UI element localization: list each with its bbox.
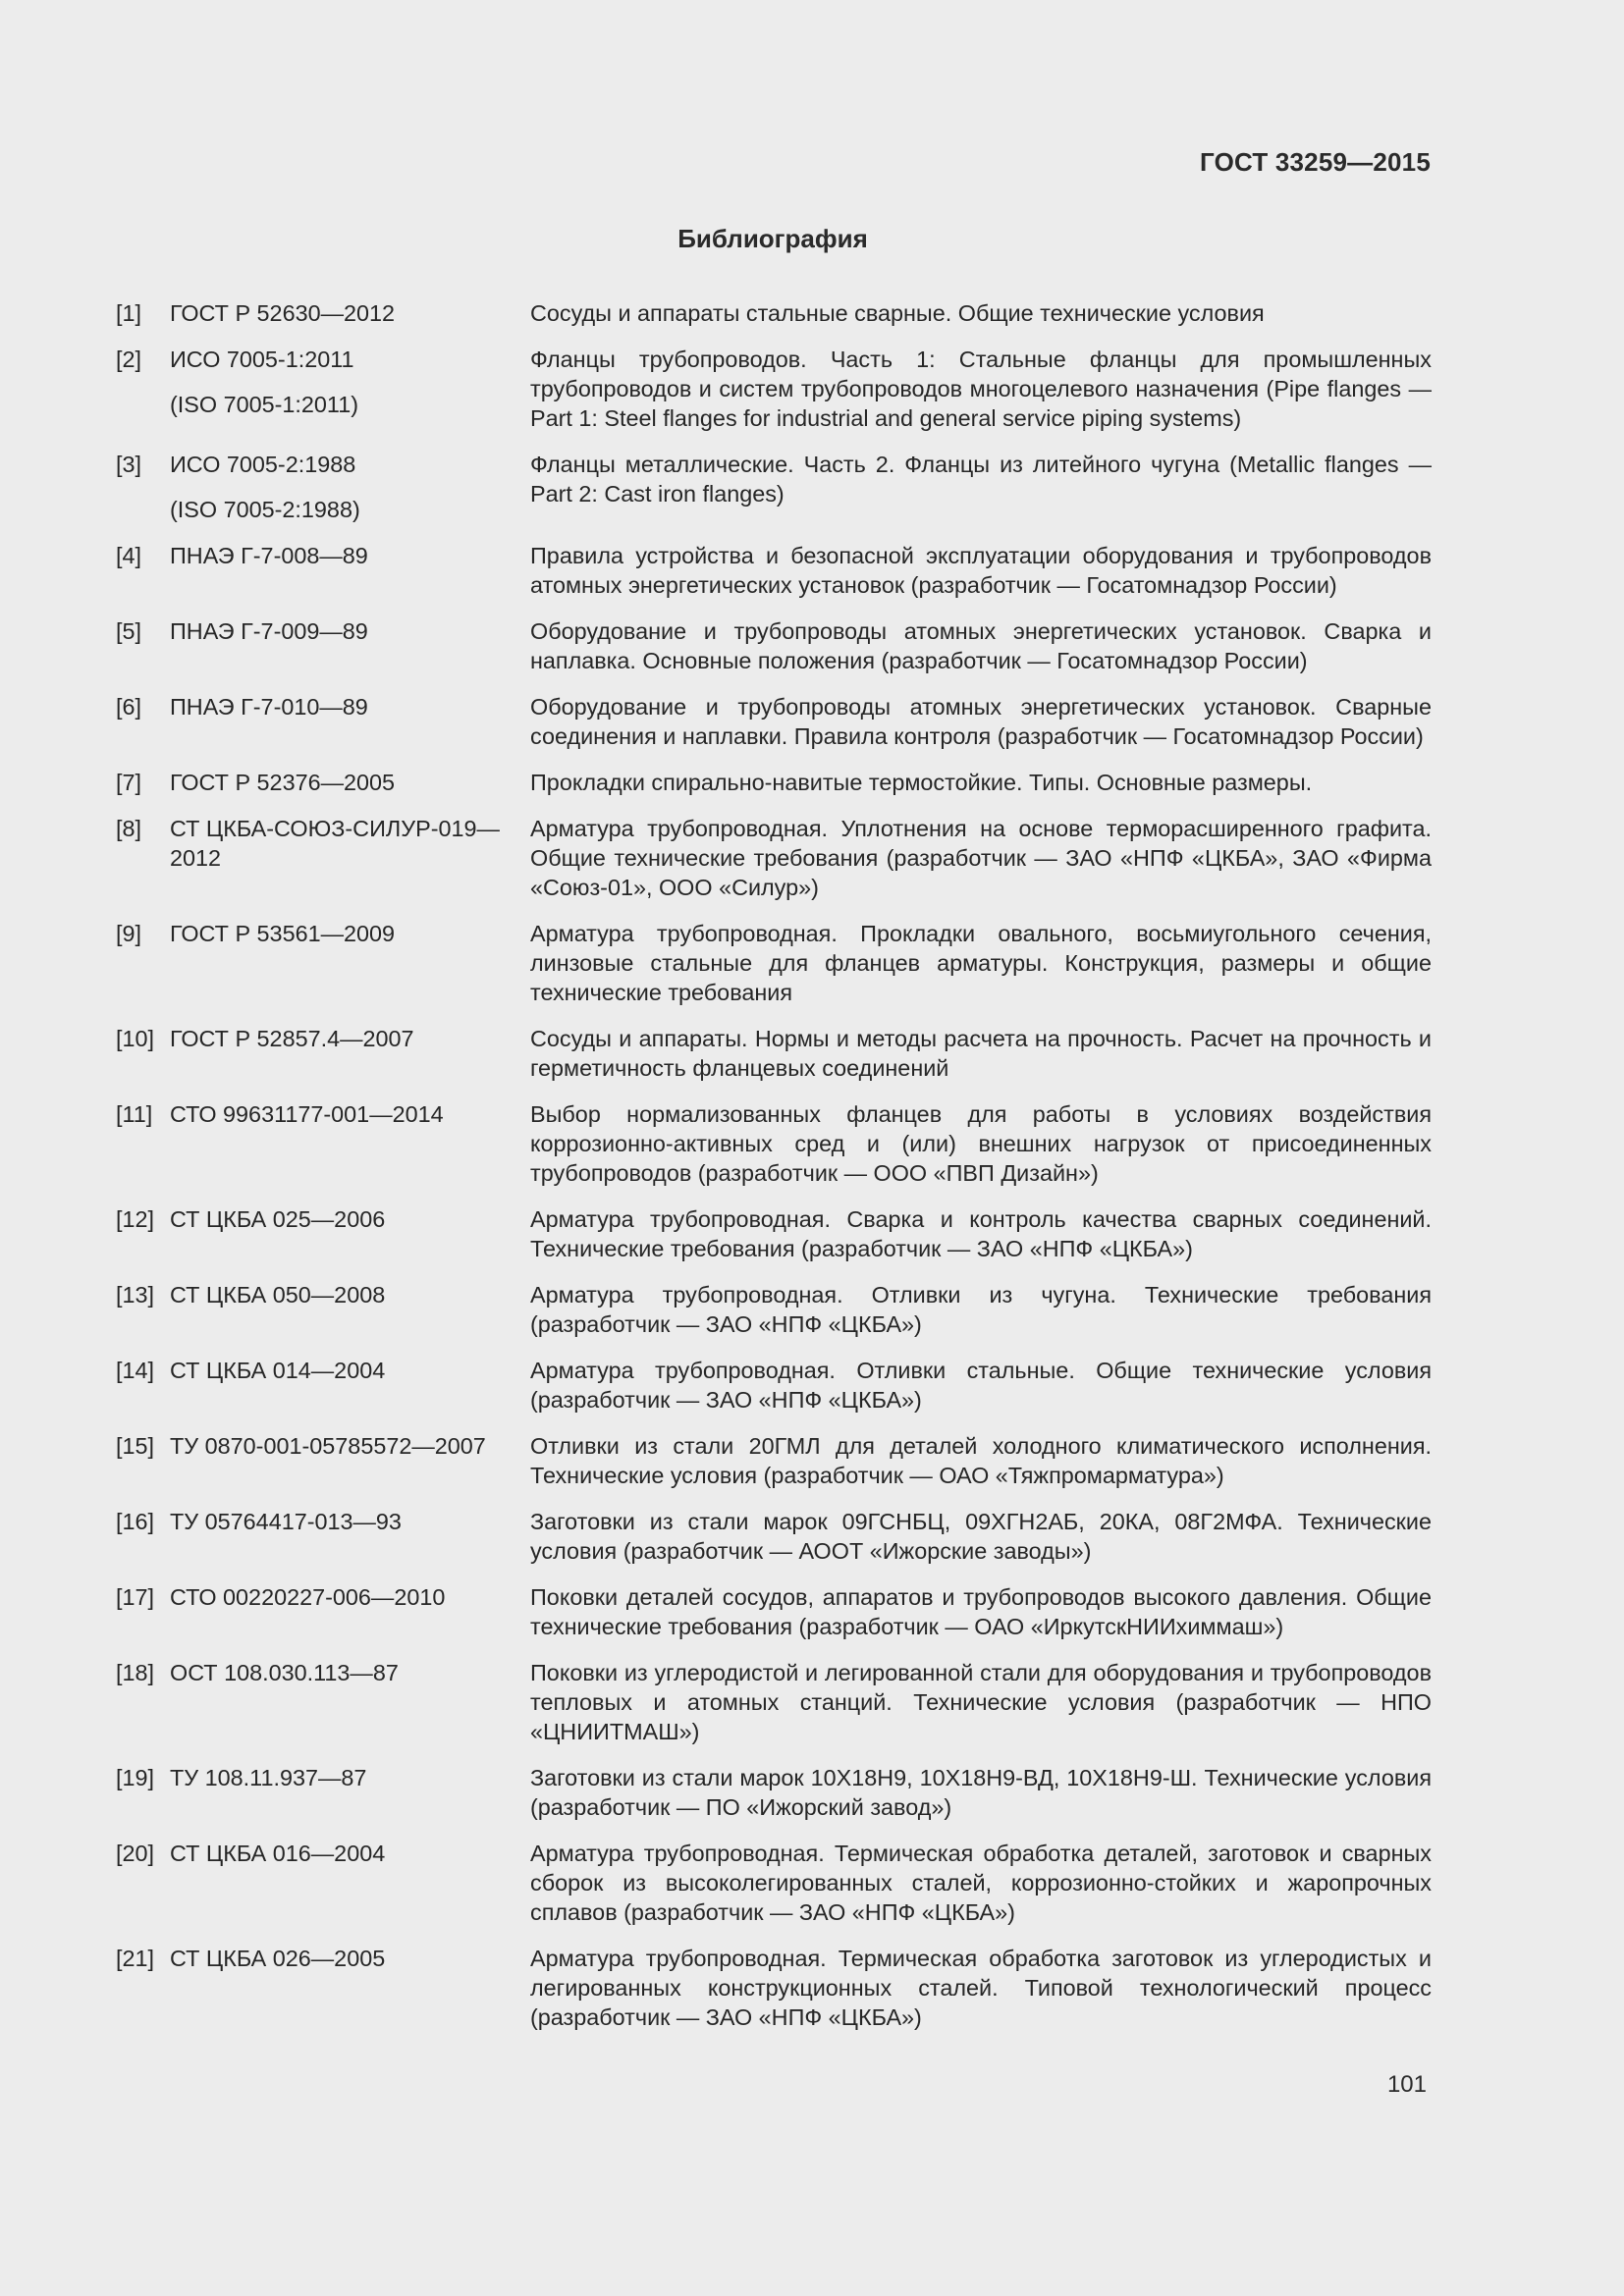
entry-description: Оборудование и трубопроводы атомных энергетических установок. Сварка и наплавка. Основные положения (разработчик — Госатомнадзор России) xyxy=(530,618,1432,673)
entry-description: Поковки из углеродистой и легированной стали для оборудования и трубопроводов тепловых и атомных станций. Технические условия (разработчик — НПО «ЦНИИТМАШ») xyxy=(530,1660,1432,1744)
bibliography-entry xyxy=(116,692,1432,751)
entry-number: [17] xyxy=(116,1584,155,1610)
entry-code-main: СТО 99631177-001—2014 xyxy=(170,1101,444,1127)
entry-description: Сосуды и аппараты. Нормы и методы расчета на прочность. Расчет на прочность и герметичность фланцевых соединений xyxy=(530,1026,1432,1081)
entry-number: [1] xyxy=(116,300,142,326)
entry-code-international: (ISO 7005-2:1988) xyxy=(170,497,360,522)
entry-code-main: СТ ЦКБА-СОЮЗ-СИЛУР-019—2012 xyxy=(170,816,500,871)
bibliography-entry xyxy=(116,1507,1432,1566)
entry-code xyxy=(170,541,530,600)
entry-code xyxy=(170,345,530,433)
entry-number: [7] xyxy=(116,770,142,795)
bibliography-entry xyxy=(116,345,1432,433)
entry-number: [14] xyxy=(116,1358,155,1383)
entry-number: [4] xyxy=(116,543,142,568)
entry-description: Арматура трубопроводная. Отливки из чугуна. Технические требования (разработчик — ЗАО «НПФ «ЦКБА») xyxy=(530,1282,1432,1337)
entry-code-main: ПНАЭ Г-7-009—89 xyxy=(170,618,368,644)
entry-code xyxy=(170,616,530,675)
entry-description: Арматура трубопроводная. Прокладки овального, восьмиугольного сечения, линзовые стальные для фланцев арматуры. Конструкция, размеры и общие технические требования xyxy=(530,921,1432,1005)
entry-description: Фланцы трубопроводов. Часть 1: Стальные фланцы для промышленных трубопроводов и систем трубопроводов многоцелевого назначения (Pipe flanges — Part 1: Steel flanges for industrial and general service piping systems) xyxy=(530,347,1432,431)
entry-code xyxy=(170,1280,530,1339)
entry-number: [8] xyxy=(116,816,142,841)
entry-code xyxy=(170,1024,530,1083)
entry-code xyxy=(170,1507,530,1566)
entry-code-main: СТО 00220227-006—2010 xyxy=(170,1584,446,1610)
bibliography-entry xyxy=(116,1839,1432,1927)
entry-code xyxy=(170,692,530,751)
entry-description: Поковки деталей сосудов, аппаратов и трубопроводов высокого давления. Общие технические требования (разработчик — ОАО «ИркутскНИИхиммаш») xyxy=(530,1584,1432,1639)
entry-code-main: СТ ЦКБА 016—2004 xyxy=(170,1841,386,1866)
entry-code-main: ГОСТ Р 52630—2012 xyxy=(170,300,396,326)
entry-description: Сосуды и аппараты стальные сварные. Общие технические условия xyxy=(530,300,1265,326)
entry-number: [3] xyxy=(116,452,142,477)
bibliography-entry xyxy=(116,1763,1432,1822)
entry-description: Заготовки из стали марок 09ГСНБЦ, 09ХГН2АБ, 20КА, 08Г2МФА. Технические условия (разработчик — АООТ «Ижорские заводы») xyxy=(530,1509,1432,1564)
bibliography-entry xyxy=(116,919,1432,1007)
bibliography-entry xyxy=(116,768,1432,797)
entry-description: Оборудование и трубопроводы атомных энергетических установок. Сварные соединения и наплавки. Правила контроля (разработчик — Госатомнадзор России) xyxy=(530,694,1432,749)
entry-description: Арматура трубопроводная. Уплотнения на основе терморасширенного графита. Общие технические требования (разработчик — ЗАО «НПФ «ЦКБА», ЗАО «Фирма «Союз-01», ООО «Силур») xyxy=(530,816,1432,900)
entry-code-main: ПНАЭ Г-7-008—89 xyxy=(170,543,368,568)
entry-number: [21] xyxy=(116,1946,155,1971)
entry-code-international: (ISO 7005-1:2011) xyxy=(170,392,359,417)
bibliography-list xyxy=(116,298,1432,2049)
entry-number: [15] xyxy=(116,1433,155,1459)
bibliography-entry xyxy=(116,814,1432,902)
entry-number: [12] xyxy=(116,1206,155,1232)
entry-code xyxy=(170,1763,530,1822)
bibliography-entry xyxy=(116,1204,1432,1263)
entry-code xyxy=(170,450,530,524)
entry-code-main: СТ ЦКБА 025—2006 xyxy=(170,1206,386,1232)
entry-number: [13] xyxy=(116,1282,155,1308)
entry-number: [16] xyxy=(116,1509,155,1534)
entry-description: Арматура трубопроводная. Термическая обработка заготовок из углеродистых и легированных конструкционных сталей. Типовой технологический процесс (разработчик — ЗАО «НПФ «ЦКБА») xyxy=(530,1946,1432,2030)
bibliography-entry xyxy=(116,541,1432,600)
entry-code-main: ОСТ 108.030.113—87 xyxy=(170,1660,399,1685)
entry-code xyxy=(170,298,530,328)
entry-code xyxy=(170,1431,530,1490)
entry-number: [2] xyxy=(116,347,142,372)
entry-code xyxy=(170,1204,530,1263)
entry-description: Фланцы металлические. Часть 2. Фланцы из литейного чугуна (Metallic flanges — Part 2: Cast iron flanges) xyxy=(530,452,1432,507)
entry-number: [19] xyxy=(116,1765,155,1790)
entry-description: Заготовки из стали марок 10Х18Н9, 10Х18Н9-ВД, 10Х18Н9-Ш. Технические условия (разработчик — ПО «Ижорский завод») xyxy=(530,1765,1432,1820)
entry-code-main: СТ ЦКБА 014—2004 xyxy=(170,1358,386,1383)
entry-code xyxy=(170,768,530,797)
entry-code-main: ТУ 05764417-013—93 xyxy=(170,1509,402,1534)
entry-code-main: ИСО 7005-1:2011 xyxy=(170,347,354,372)
entry-number: [11] xyxy=(116,1101,153,1127)
entry-description: Арматура трубопроводная. Отливки стальные. Общие технические условия (разработчик — ЗАО «НПФ «ЦКБА») xyxy=(530,1358,1432,1413)
entry-code-main: ГОСТ Р 53561—2009 xyxy=(170,921,396,946)
entry-description: Прокладки спирально-навитые термостойкие. Типы. Основные размеры. xyxy=(530,770,1313,795)
bibliography-entry xyxy=(116,1582,1432,1641)
entry-code xyxy=(170,919,530,1007)
entry-code xyxy=(170,1944,530,2032)
bibliography-entry xyxy=(116,298,1432,328)
entry-code-main: СТ ЦКБА 050—2008 xyxy=(170,1282,386,1308)
bibliography-entry xyxy=(116,1099,1432,1188)
entry-code xyxy=(170,1582,530,1641)
entry-code xyxy=(170,1839,530,1927)
entry-code-main: СТ ЦКБА 026—2005 xyxy=(170,1946,386,1971)
entry-code xyxy=(170,1658,530,1746)
entry-description: Отливки из стали 20ГМЛ для деталей холодного климатического исполнения. Технические условия (разработчик — ОАО «Тяжпромарматура») xyxy=(530,1433,1432,1488)
bibliography-entry xyxy=(116,1024,1432,1083)
bibliography-entry xyxy=(116,1356,1432,1415)
entry-number: [20] xyxy=(116,1841,155,1866)
bibliography-entry xyxy=(116,450,1432,524)
bibliography-entry xyxy=(116,616,1432,675)
entry-code-main: ГОСТ Р 52857.4—2007 xyxy=(170,1026,414,1051)
entry-number: [18] xyxy=(116,1660,155,1685)
entry-number: [6] xyxy=(116,694,142,720)
entry-code xyxy=(170,1356,530,1415)
bibliography-entry xyxy=(116,1658,1432,1746)
entry-code xyxy=(170,1099,530,1188)
entry-description: Правила устройства и безопасной эксплуатации оборудования и трубопроводов атомных энергетических установок (разработчик — Госатомнадзор России) xyxy=(530,543,1432,598)
entry-code xyxy=(170,814,530,902)
bibliography-entry xyxy=(116,1280,1432,1339)
entry-code-main: ИСО 7005-2:1988 xyxy=(170,452,356,477)
entry-description: Арматура трубопроводная. Сварка и контроль качества сварных соединений. Технические требования (разработчик — ЗАО «НПФ «ЦКБА») xyxy=(530,1206,1432,1261)
entry-code-main: ПНАЭ Г-7-010—89 xyxy=(170,694,368,720)
entry-code-main: ГОСТ Р 52376—2005 xyxy=(170,770,396,795)
bibliography-entry xyxy=(116,1431,1432,1490)
document-header: ГОСТ 33259—2015 xyxy=(1200,147,1431,177)
page-number: 101 xyxy=(1386,2071,1427,2098)
entry-description: Выбор нормализованных фланцев для работы в условиях воздействия коррозионно-активных сред и (или) внешних нагрузок от присоединенных трубопроводов (разработчик — ООО «ПВП Дизайн») xyxy=(530,1101,1432,1186)
entry-code-main: ТУ 0870-001-05785572—2007 xyxy=(170,1433,486,1459)
entry-number: [5] xyxy=(116,618,142,644)
entry-number: [10] xyxy=(116,1026,155,1051)
entry-code-main: ТУ 108.11.937—87 xyxy=(170,1765,367,1790)
entry-number: [9] xyxy=(116,921,142,946)
bibliography-entry xyxy=(116,1944,1432,2032)
entry-description: Арматура трубопроводная. Термическая обработка деталей, заготовок и сварных сборок из высоколегированных сталей, коррозионно-стойких и жаропрочных сплавов (разработчик — ЗАО «НПФ «ЦКБА») xyxy=(530,1841,1432,1925)
section-title: Библиография xyxy=(677,224,868,253)
